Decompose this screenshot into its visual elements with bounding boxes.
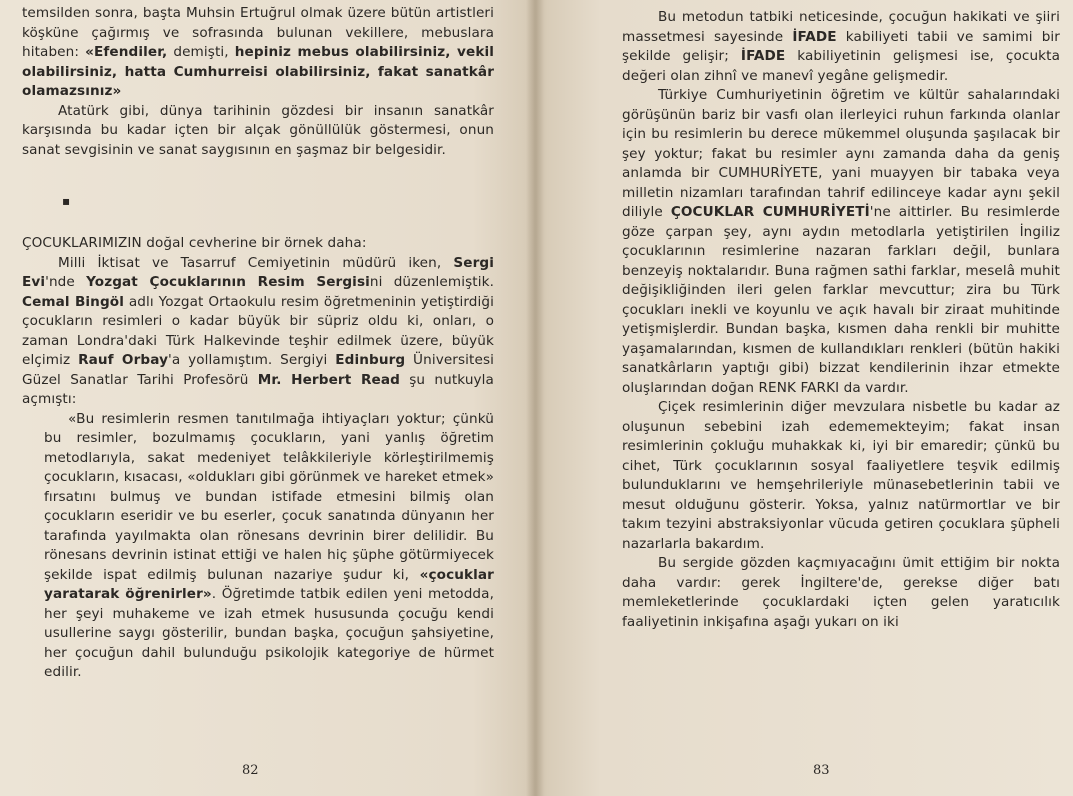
quote-paragraph — [44, 410, 494, 683]
text-run: Üniversitesi Güzel Sanatlar Tarihi Profesörü — [22, 352, 494, 388]
right-page — [536, 0, 1073, 796]
text-run: 'ne aittirler. Bu resimlerde göze çarpan şey, aynı aydın metodlarla yetiştirilen İngiliz çocuklarının resimlerine nazaran farkları değil, bunlara benzeyiş noktalarıdır. Buna rağmen sathi farklar, meselâ muhit değişikliğinden ileri gelen farklar mevcuttur; zira bu Türk çocukları inekli ve koyunlu ve açık havalı bir ziraat muhitinde yetişmişlerdir. Bundan başka, kısmen daha renkli bir muhitte yaşamalarından, kısmen de kullandıkları renkleri (bütün hakiki sanatkârların yaptığı gibi) bizzat kendilerinin ihzar etmekte oluşlarından doğan RENK FARKI da vardır. — [622, 204, 1060, 396]
text-run: . Öğretimde tatbik edilen yeni metodda, her şeyi muhakeme ve izah etmek hususunda çocuğu kendi usullerine saygı gösterilir, bundan başka, çocuğun şahsiyetine, her çocuğun dahil bulunduğu psikolojik kategoriye de hürmet edilir. — [44, 586, 494, 680]
text-run: kabiliyetinin gelişmesi ise, çocukta değeri olan zihnî ve manevî yegâne gelişmedir. — [622, 48, 1060, 84]
right-paragraph-1 — [622, 8, 1060, 86]
right-paragraph-2 — [622, 86, 1060, 398]
right-page-text — [622, 8, 1060, 632]
bold-text-run: Yozgat Çocuklarının Resim Sergisi — [86, 274, 370, 290]
left-section-heading: ÇOCUKLARIMIZIN doğal cevherine bir örnek daha: — [22, 235, 367, 251]
text-run: adlı Yozgat Ortaokulu resim öğretmeninin yetiştirdiği çocukların resimleri o kadar büyük bir süpriz oldu ki, onları, o zaman Londra'daki Türk Halkevinde teşhir edilmek üzere, büyük elçimiz — [22, 293, 494, 368]
bold-text-run: «çocuklar yaratarak öğrenirler» — [44, 566, 494, 602]
bold-text-run: «Efendiler, — [85, 44, 168, 60]
bold-text-run: ÇOCUKLAR CUMHURİYETİ — [670, 204, 870, 220]
left-page — [0, 0, 520, 796]
page-number-left: 82 — [242, 763, 259, 778]
text-run: ni düzenlemiştik. — [369, 274, 494, 290]
left-page-text — [22, 4, 494, 683]
bold-text-run: Sergi Evi — [22, 254, 494, 290]
bold-text-run: İFADE — [792, 28, 837, 45]
right-paragraph-3: Çiçek resimlerinin diğer mevzulara nisbetle bu kadar az oluşunun sebebini izah edememekteyim; fakat insan resimlerinin çokluğu muhakkak ki, iyi bir emaredir; çünkü bu cihet, Türk çocuklarının sosyal faaliyetlere teşvik edilmiş bulunduklarını ve hemşehrileriyle münasebetlerinin tabii ve mesut olduğunu gösterir. Yoksa, yalnız natürmortlar ve bir takım tezyini abstraksiyonlar vücuda getiren çocuklara şüpheli nazarlarla bakardım. — [622, 399, 1060, 552]
text-run: şu nutkuyla açmıştı: — [22, 371, 494, 407]
right-paragraph-4: Bu sergide gözden kaçmıyacağını ümit ettiğim bir nokta daha vardır: gerek İngiltere'de, gerekse diğer batı memleketlerinde çocuklardaki içten gelen yaratıcılık faaliyetinin inkişafına aşağı yukarı on iki — [622, 555, 1060, 630]
text-run: Bu metodun tatbiki neticesinde, çocuğun hakikati ve şiiri massetmesi sayesinde — [622, 9, 1060, 45]
text-run: Milli İktisat ve Tasarruf Cemiyetinin müdürü iken, — [58, 254, 454, 271]
left-paragraph-4 — [22, 254, 494, 410]
text-run: demişti, — [167, 44, 235, 60]
bold-text-run: Mr. Herbert Read — [257, 371, 400, 388]
left-paragraph-2: Atatürk gibi, dünya tarihinin gözdesi bir insanın sanatkâr karşısında bu kadar içten bir alçak gönüllülük göstermesi, onun sanat sevgisinin ve sanat saygısının en şaşmaz bir belgesidir. — [22, 102, 494, 158]
bold-text-run: Rauf Orbay — [78, 352, 169, 368]
text-run: «Bu resimlerin resmen tanıtılmağa ihtiyaçları yoktur; çünkü bu resimler, bozulmamış çocukların, yani yanlış öğretim metodlarıyla, sakat medeniyet telâkkileriyle körleştirilmemiş çocukların, kısacası, «oldukları gibi görünmek ve hareket etmek» fırsatını bulmuş ve bundan istifade etmesini bilmiş olan çocukların eseridir ve bu eserler, çocuk sanatında dünyanın her tarafında yayılmakta olan rönesans devrinin birer delilidir. Bu rönesans devrinin istinat ettiği ve halen hiç şüphe götürmiyecek şekilde ispat edilmiş bulunan nazariye şudur ki, — [44, 410, 494, 583]
section-ornament-icon: ▪ — [62, 194, 71, 208]
text-run: Türkiye Cumhuriyetinin öğretim ve kültür sahalarındaki görüşünün bariz bir vasfı olan ilerleyici ruhun farkında olanlar için bu resimlerin bu derece mükemmel oluşunda şaşılacak bir şey yoktur; fakat bu resimler aynı zamanda daha da geniş anlamda bir CUMHURİYETE, yani muayyen bir tabaka veya milletin nizamları tarafından tahrif edilinceye kadar aynı şekil diliyle — [622, 87, 1060, 220]
text-run: temsilden sonra, başta Muhsin Ertuğrul olmak üzere bütün artistleri köşküne çağırmış ve sofrasında bulunan vekillere, mebuslara hitaben: — [22, 5, 494, 60]
herbert-read-quote — [22, 410, 494, 683]
text-run: 'a yollamıştım. Sergiyi — [168, 352, 336, 368]
left-paragraph-1 — [22, 4, 494, 102]
bold-text-run: Cemal Bingöl — [22, 293, 124, 310]
bold-text-run: İFADE — [740, 48, 786, 64]
text-run: 'nde — [45, 274, 87, 290]
bold-text-run: hepiniz mebus olabilirsiniz, vekil olabilirsiniz, hatta Cumhurreisi olabilirsiniz, fakat sanatkâr olamazsınız» — [22, 44, 494, 99]
text-run: kabiliyeti tabii ve samimi bir şekilde gelişir; — [622, 28, 1060, 64]
bold-text-run: Edinburg — [335, 352, 406, 368]
page-number-right: 83 — [813, 763, 830, 778]
